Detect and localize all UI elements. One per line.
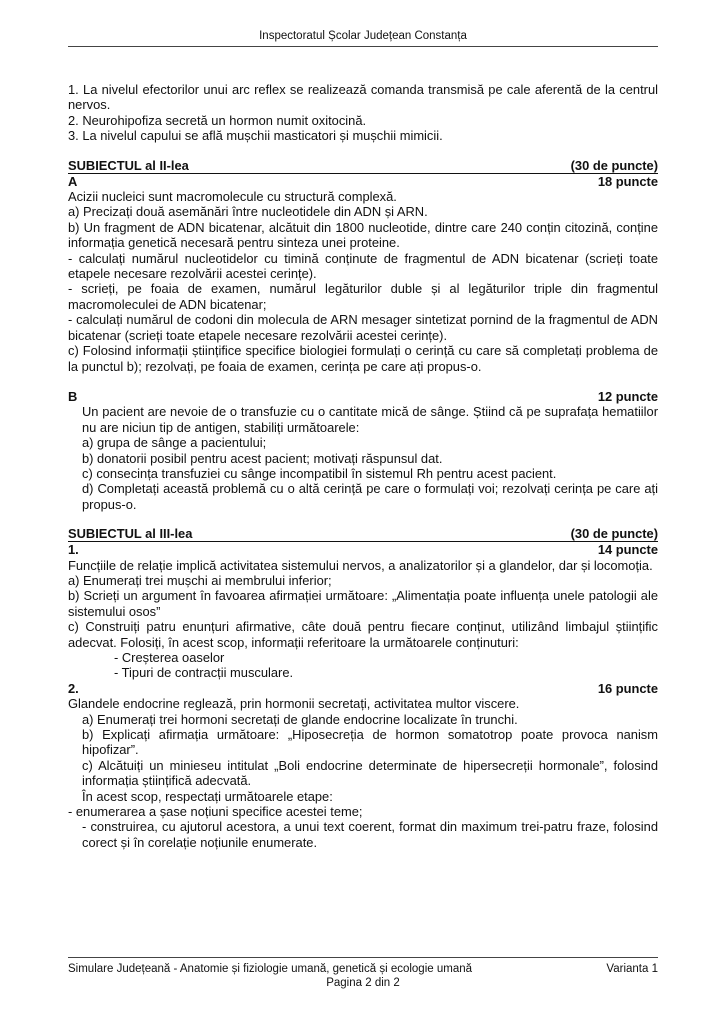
part-b-line: d) Completați această problemă cu o altă cerință pe care o formulați voi; rezolvați cerința pe care ați propus-o. [82, 481, 658, 512]
part-a-line: - calculați numărul de codoni din molecula de ARN mesager sintetizat pornind de la fragmentul de ADN bicatenar (scrieți toate etapele necesare rezolvării acestei cerințe). [68, 312, 658, 343]
part-b-line: b) donatorii posibil pentru acest pacient; motivați răspunsul dat. [82, 450, 443, 466]
part-a-line: - calculați numărul nucleotidelor cu timină conținute de fragmentul de ADN bicatenar (scrieți toate etapele necesare rezolvării acestei cerințe). [68, 250, 658, 282]
problem-2-line: b) Explicați afirmația următoare: „Hiposecreția de hormon somatotrop poate provoca nanism hipofizar”. [82, 727, 658, 758]
problem-2-heading [68, 681, 658, 696]
problem-1-subitem: - Tipuri de contracții musculare. [114, 665, 294, 681]
intro-item: 3. La nivelul capului se află mușchii masticatori și mușchii mimicii. [68, 128, 443, 144]
part-a-line: Acizii nucleici sunt macromolecule cu structură complexă. [68, 189, 397, 205]
footer-subject: Simulare Județeană - Anatomie și fiziologie umană, genetică și ecologie umană [68, 963, 473, 975]
subiect2-title: SUBIECTUL al II-lea [68, 157, 189, 173]
problem-2-line: - enumerarea a șase noțiuni specifice acestei teme; [68, 804, 363, 820]
part-a-line: b) Un fragment de ADN bicatenar, alcătuit din 1800 nucleotide, dintre care 240 conțin citozină, conține informația genetică necesară pentru sinteza unei proteine. [68, 219, 658, 251]
problem-2-line: a) Enumerați trei hormoni secretați de glande endocrine localizate în trunchi. [82, 711, 518, 727]
subiect3-title: SUBIECTUL al III-lea [68, 526, 193, 542]
part-b-heading [68, 389, 658, 404]
part-a-line: c) Folosind informații științifice specifice biologiei formulați o cerință cu care să completați problema de la punctul b); rezolvați, pe foaia de examen, cerința pe care ați propus-o. [68, 343, 658, 374]
part-a-heading [68, 174, 658, 189]
part-b-line: Un pacient are nevoie de o transfuzie cu o cantitate mică de sânge. Știind că pe suprafața hematiilor nu are niciun tip de antigen, stabiliți următoarele: [82, 404, 658, 435]
problem-2-line: c) Alcătuiți un minieseu intitulat „Boli endocrine determinate de hipersecreții hormonale”, folosind informația științifică adecvată. [82, 757, 658, 789]
intro-item: 2. Neurohipofiza secretă un hormon numit oxitocină. [68, 112, 367, 128]
problem-2-points: 16 puncte [597, 680, 658, 696]
part-b-line: c) consecința transfuziei cu sânge incompatibil în sistemul Rh pentru acest pacient. [82, 465, 557, 481]
subiect2-points: (30 de puncte) [570, 157, 658, 173]
problem-2-line: În acest scop, respectați următoarele etape: [82, 788, 333, 804]
part-b-label: B [68, 388, 78, 404]
problem-1-points: 14 puncte [597, 542, 658, 558]
problem-1-line: a) Enumerați trei mușchi ai membrului inferior; [68, 572, 332, 588]
part-b-line: a) grupa de sânge a pacientului; [82, 435, 267, 451]
header-title: Inspectoratul Școlar Județean Constanța [259, 30, 467, 42]
subiect3-heading [68, 527, 658, 542]
subiect3-points: (30 de puncte) [570, 526, 658, 542]
footer-variant: Varianta 1 [606, 963, 658, 975]
subiect2-heading [68, 159, 658, 174]
page-number: Pagina 2 din 2 [326, 977, 400, 989]
problem-1-line: b) Scrieți un argument în favoarea afirmației următoare: „Alimentația poate influența unele patologii ale sistemului osos” [68, 588, 658, 619]
intro-list [68, 82, 658, 144]
problem-1-line: c) Construiți patru enunțuri afirmative, câte două pentru fiecare conținut, utilizând limbajul științific adecvat. Folosiți, în acest scop, informații referitoare la următoarele conținuturi: [68, 619, 658, 650]
problem-1-label: 1. [68, 542, 79, 558]
page-footer [68, 957, 658, 990]
part-a-points: 18 puncte [597, 173, 658, 189]
part-a-line: - scrieți, pe foaia de examen, numărul legăturilor duble și al legăturilor triple din fragmentul macromoleculei de ADN bicatenar; [68, 281, 658, 312]
part-a-label: A [68, 173, 78, 189]
document-body [68, 82, 658, 850]
page-header [68, 30, 658, 47]
problem-2-intro: Glandele endocrine reglează, prin hormonii secretați, activitatea multor viscere. [68, 696, 520, 712]
part-b-points: 12 puncte [597, 388, 658, 404]
problem-1-heading [68, 542, 658, 557]
problem-1-line: Funcțiile de relație implică activitatea sistemului nervos, a analizatorilor și a glandelor, dar și locomoția. [68, 557, 653, 573]
problem-2-line: - construirea, cu ajutorul acestora, a unui text coerent, format din maximum trei-patru fraze, folosind corect și în corelație noțiunile enumerate. [82, 819, 658, 850]
problem-1-subitem: - Creșterea oaselor [114, 650, 225, 665]
intro-item: 1. La nivelul efectorilor unui arc reflex se realizează comanda transmisă pe cale aferentă de la centrul nervos. [68, 82, 658, 113]
part-a-line: a) Precizați două asemănări între nucleotidele din ADN și ARN. [68, 204, 428, 220]
problem-2-label: 2. [68, 680, 79, 696]
